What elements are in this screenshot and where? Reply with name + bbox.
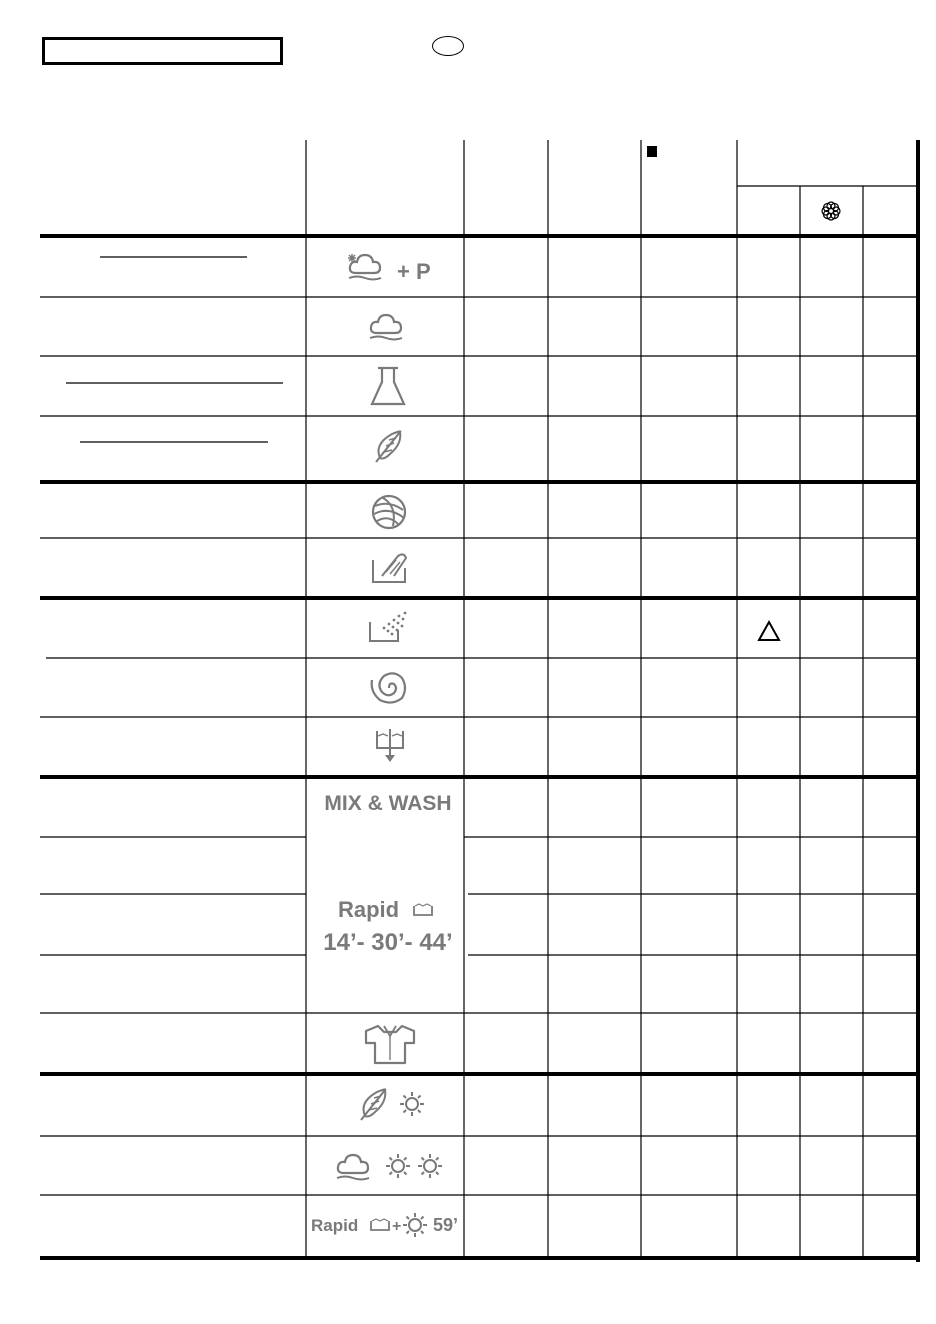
warning-triangle-icon (759, 622, 779, 640)
plus-label: + (392, 1218, 402, 1235)
cotton-dry-double-icon (337, 1154, 442, 1180)
cotton-icon (370, 315, 402, 340)
shirt-icon (366, 1026, 414, 1063)
mix-and-wash-label: MIX & WASH (324, 792, 452, 815)
flower-softener-icon (822, 202, 840, 220)
rapid-wash-icon (323, 897, 452, 956)
time-59-label: 59’ (433, 1215, 459, 1235)
hand-wash-icon (373, 554, 406, 582)
rapid-label: Rapid (338, 897, 400, 922)
rapid-dry-label: Rapid (311, 1216, 359, 1235)
plus-p-label: + P (397, 259, 431, 284)
spin-icon (372, 673, 405, 702)
drain-icon (377, 729, 403, 762)
wool-icon (373, 496, 405, 528)
feather-delicates-icon (376, 431, 400, 462)
flask-synthetics-icon (372, 368, 404, 404)
header-square-marker (647, 146, 657, 157)
rapid-times-label: 14’- 30’- 44’ (323, 929, 453, 956)
cotton-eco-plus-p-icon (348, 254, 431, 284)
rapid-plus-dry-icon (311, 1213, 458, 1237)
feather-dry-icon (361, 1089, 424, 1120)
rinse-icon (370, 612, 406, 641)
